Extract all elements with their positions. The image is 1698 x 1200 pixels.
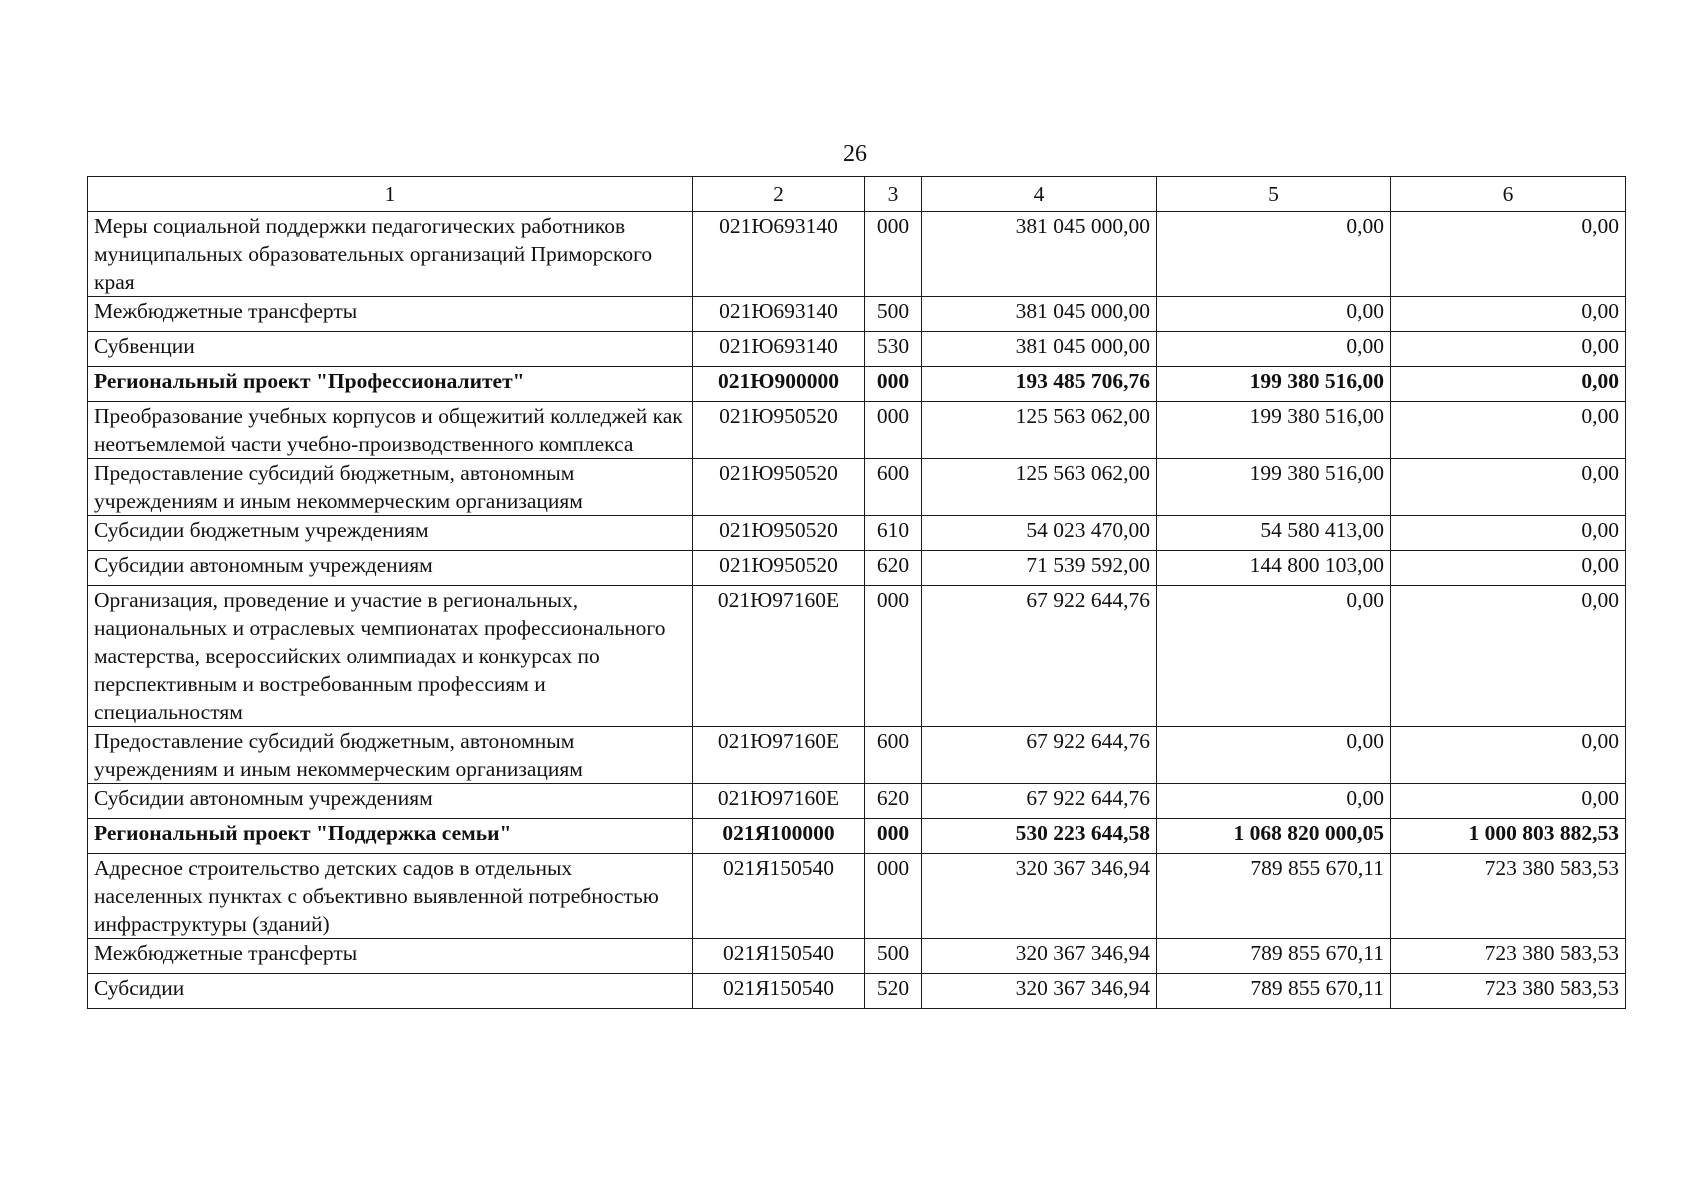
table-row [88,586,1626,727]
item-name: Субвенции [88,332,693,367]
amount-col6: 0,00 [1391,727,1626,784]
expense-type: 000 [865,586,922,727]
expense-type: 500 [865,939,922,974]
amount-col5: 144 800 103,00 [1157,551,1391,586]
item-name: Субсидии [88,974,693,1009]
table-row [88,784,1626,819]
expense-type: 000 [865,854,922,939]
target-code: 021Ю693140 [693,332,865,367]
item-name: Региональный проект "Поддержка семьи" [88,819,693,854]
amount-col4: 54 023 470,00 [922,516,1157,551]
amount-col6: 0,00 [1391,784,1626,819]
target-code: 021Ю97160Е [693,784,865,819]
amount-col4: 381 045 000,00 [922,212,1157,297]
table-row [88,367,1626,402]
table-row [88,212,1626,297]
item-name: Субсидии автономным учреждениям [88,551,693,586]
item-name: Преобразование учебных корпусов и общежитий колледжей как неотъемлемой части учебно-производственного комплекса [88,402,693,459]
column-header: 6 [1391,177,1626,212]
expense-type: 620 [865,551,922,586]
expense-type: 500 [865,297,922,332]
amount-col4: 71 539 592,00 [922,551,1157,586]
expense-type: 600 [865,459,922,516]
target-code: 021Ю693140 [693,297,865,332]
item-name: Субсидии автономным учреждениям [88,784,693,819]
amount-col4: 320 367 346,94 [922,854,1157,939]
expense-type: 000 [865,367,922,402]
table-row [88,297,1626,332]
amount-col4: 381 045 000,00 [922,332,1157,367]
amount-col6: 1 000 803 882,53 [1391,819,1626,854]
expense-type: 600 [865,727,922,784]
target-code: 021Ю693140 [693,212,865,297]
item-name: Региональный проект "Профессионалитет" [88,367,693,402]
amount-col5: 199 380 516,00 [1157,367,1391,402]
item-name: Предоставление субсидий бюджетным, автономным учреждениям и иным некоммерческим организациям [88,459,693,516]
column-header: 1 [88,177,693,212]
item-name: Адресное строительство детских садов в отдельных населенных пунктах с объективно выявленной потребностью инфраструктуры (зданий) [88,854,693,939]
table-row [88,974,1626,1009]
table-row [88,516,1626,551]
amount-col6: 0,00 [1391,367,1626,402]
target-code: 021Я100000 [693,819,865,854]
amount-col4: 381 045 000,00 [922,297,1157,332]
column-header: 3 [865,177,922,212]
amount-col4: 320 367 346,94 [922,939,1157,974]
amount-col5: 0,00 [1157,727,1391,784]
amount-col5: 0,00 [1157,297,1391,332]
amount-col4: 67 922 644,76 [922,727,1157,784]
amount-col4: 67 922 644,76 [922,784,1157,819]
header-row [88,177,1626,212]
target-code: 021Я150540 [693,939,865,974]
amount-col6: 723 380 583,53 [1391,854,1626,939]
expense-type: 000 [865,819,922,854]
table-row [88,939,1626,974]
amount-col6: 723 380 583,53 [1391,974,1626,1009]
amount-col5: 54 580 413,00 [1157,516,1391,551]
amount-col6: 0,00 [1391,212,1626,297]
column-header: 4 [922,177,1157,212]
item-name: Субсидии бюджетным учреждениям [88,516,693,551]
amount-col4: 320 367 346,94 [922,974,1157,1009]
amount-col6: 0,00 [1391,297,1626,332]
amount-col5: 789 855 670,11 [1157,854,1391,939]
amount-col5: 789 855 670,11 [1157,939,1391,974]
page-number: 26 [843,141,867,167]
table-row [88,854,1626,939]
expense-type: 000 [865,402,922,459]
amount-col4: 67 922 644,76 [922,586,1157,727]
amount-col4: 193 485 706,76 [922,367,1157,402]
target-code: 021Ю950520 [693,402,865,459]
amount-col4: 530 223 644,58 [922,819,1157,854]
amount-col6: 0,00 [1391,516,1626,551]
amount-col5: 1 068 820 000,05 [1157,819,1391,854]
amount-col6: 0,00 [1391,332,1626,367]
expense-type: 620 [865,784,922,819]
target-code: 021Ю950520 [693,551,865,586]
amount-col5: 789 855 670,11 [1157,974,1391,1009]
table-row [88,402,1626,459]
item-name: Организация, проведение и участие в региональных, национальных и отраслевых чемпионатах профессионального мастерства, всероссийских олимпиадах и конкурсах по перспективным и востребованным профессиям и специальностям [88,586,693,727]
table-row [88,551,1626,586]
table-row [88,332,1626,367]
expense-type: 520 [865,974,922,1009]
expense-type: 000 [865,212,922,297]
item-name: Меры социальной поддержки педагогических работников муниципальных образовательных организаций Приморского края [88,212,693,297]
amount-col4: 125 563 062,00 [922,459,1157,516]
amount-col4: 125 563 062,00 [922,402,1157,459]
target-code: 021Ю950520 [693,516,865,551]
amount-col5: 199 380 516,00 [1157,459,1391,516]
table-row [88,727,1626,784]
amount-col5: 0,00 [1157,784,1391,819]
item-name: Межбюджетные трансферты [88,939,693,974]
amount-col6: 0,00 [1391,586,1626,727]
amount-col5: 199 380 516,00 [1157,402,1391,459]
amount-col6: 0,00 [1391,459,1626,516]
amount-col6: 723 380 583,53 [1391,939,1626,974]
expense-type: 530 [865,332,922,367]
target-code: 021Ю97160Е [693,727,865,784]
target-code: 021Ю97160Е [693,586,865,727]
table-row [88,819,1626,854]
amount-col5: 0,00 [1157,212,1391,297]
budget-table [87,176,1626,1009]
target-code: 021Ю900000 [693,367,865,402]
target-code: 021Я150540 [693,854,865,939]
amount-col5: 0,00 [1157,586,1391,727]
amount-col6: 0,00 [1391,402,1626,459]
amount-col6: 0,00 [1391,551,1626,586]
column-header: 2 [693,177,865,212]
amount-col5: 0,00 [1157,332,1391,367]
target-code: 021Я150540 [693,974,865,1009]
item-name: Межбюджетные трансферты [88,297,693,332]
item-name: Предоставление субсидий бюджетным, автономным учреждениям и иным некоммерческим организациям [88,727,693,784]
table-row [88,459,1626,516]
target-code: 021Ю950520 [693,459,865,516]
expense-type: 610 [865,516,922,551]
column-header: 5 [1157,177,1391,212]
